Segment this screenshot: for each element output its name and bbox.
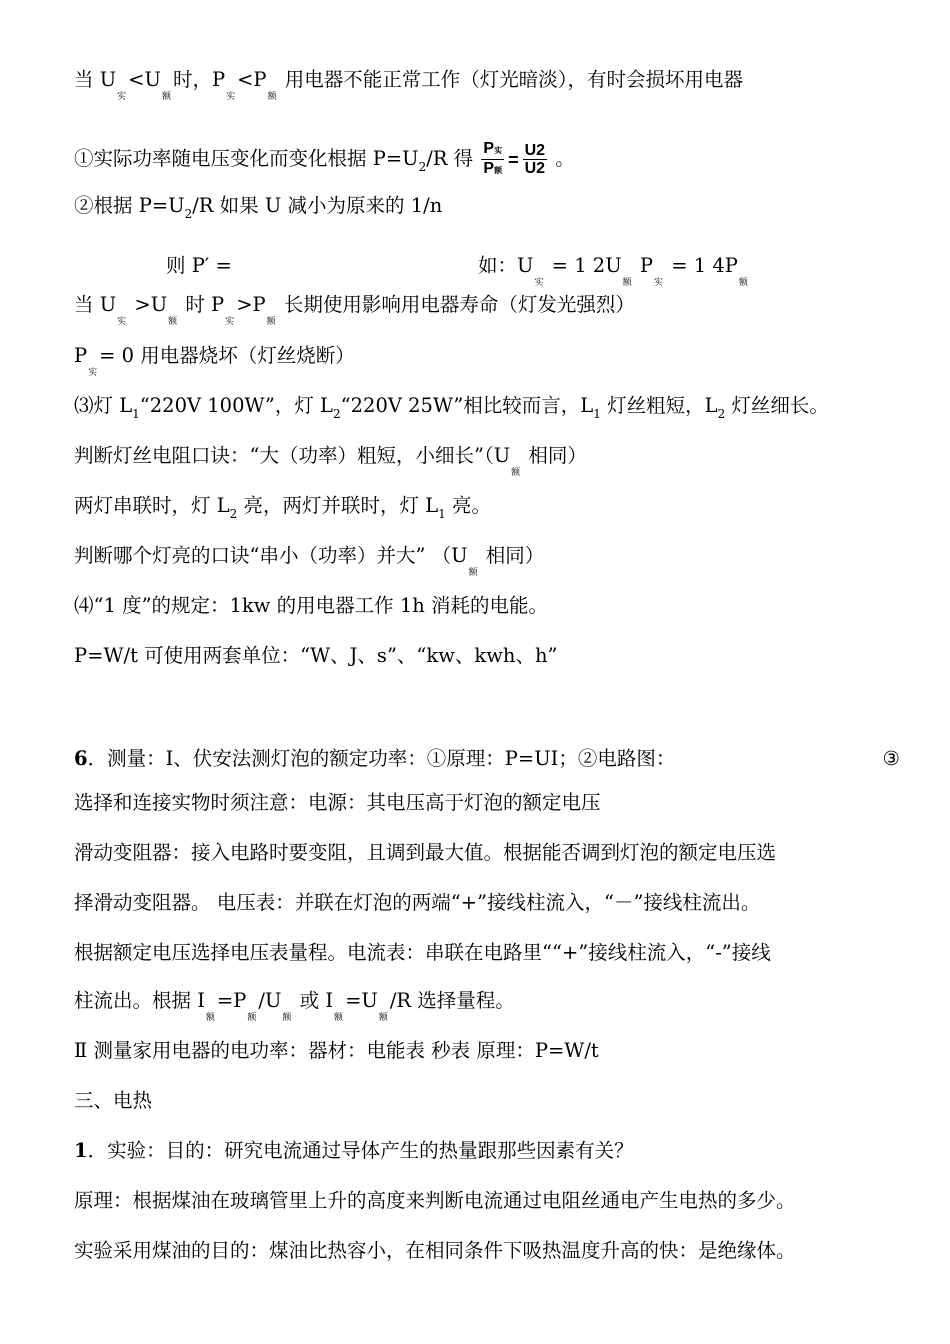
line-series-parallel xyxy=(74,493,884,519)
subscript: 额 xyxy=(511,468,521,478)
line-undervoltage xyxy=(74,67,884,102)
fraction-den-sub: 额 xyxy=(494,166,503,175)
text: 判断灯丝电阻口诀：“大（功率）粗短，小细长”（U xyxy=(74,444,511,467)
subscript: 1 xyxy=(132,407,140,421)
subscript: 额 xyxy=(334,1013,344,1023)
subscript: 实 xyxy=(117,317,127,327)
line-voltmeter xyxy=(74,890,884,916)
text: 选择和连接实物时须注意：电源：其电压高于灯泡的额定电压 xyxy=(74,791,601,814)
text: = 0 用电器烧坏（灯丝烧断） xyxy=(99,344,355,367)
text: ⑷“1 度”的规定：1kw 的用电器工作 1h 消耗的电能。 xyxy=(74,594,549,617)
text: ．测量：Ⅰ、伏安法测灯泡的额定功率：①原理：P=UI；②电路图： xyxy=(87,747,676,770)
text: 。 xyxy=(549,147,575,170)
subscript: 1 xyxy=(593,407,601,421)
text: 柱流出。根据 I xyxy=(74,989,205,1012)
text: 判断哪个灯亮的口诀“串小（功率）并大” （U xyxy=(74,544,468,567)
subscript: 实 xyxy=(117,92,127,102)
subscript: 实 xyxy=(534,278,544,288)
text: ③ xyxy=(882,747,900,770)
text: 择滑动变阻器。 电压表：并联在灯泡的两端“+”接线柱流入，“－”接线柱流出。 xyxy=(74,891,761,914)
text: 长期使用影响用电器寿命（灯发光强烈） xyxy=(277,293,635,316)
line-current-range xyxy=(74,988,884,1023)
text: 则 P′ = xyxy=(166,254,232,277)
fraction-voltage xyxy=(523,142,547,177)
line-resistance-rhyme xyxy=(74,443,884,478)
fraction-den: U2 xyxy=(524,160,546,177)
text: 用电器不能正常工作（灯光暗淡），有时会损坏用电器 xyxy=(278,68,744,91)
text: 灯丝细长。 xyxy=(725,394,829,417)
subscript: 额 xyxy=(622,278,632,288)
text: = 1 4P xyxy=(665,254,738,277)
text: P xyxy=(74,344,88,367)
fraction-den: P xyxy=(483,160,495,177)
text: “220V 100W”，灯 L xyxy=(139,394,334,417)
exponent: 2 xyxy=(418,160,427,174)
text: 三、电热 xyxy=(74,1089,153,1112)
fraction-num: P xyxy=(483,140,495,157)
subscript: 实 xyxy=(653,278,663,288)
subscript: 实 xyxy=(225,317,235,327)
line-burnout xyxy=(74,343,884,378)
text: = 1 2U xyxy=(545,254,622,277)
line-section-heat xyxy=(74,1088,884,1114)
text: /R 选择量程。 xyxy=(389,989,515,1012)
text: >U xyxy=(128,293,168,316)
text: 原理：根据煤油在玻璃管里上升的高度来判断电流通过电阻丝通电产生电热的多少。 xyxy=(74,1189,796,1212)
subscript: 1 xyxy=(438,507,446,521)
text: 亮，两灯并联时，灯 L xyxy=(237,494,439,517)
subscript: 额 xyxy=(468,568,478,578)
text: ②根据 P=U xyxy=(74,194,185,217)
text: 时 P xyxy=(179,293,225,316)
equals-sign: = xyxy=(508,149,519,170)
text: /R 如果 U 减小为原来的 1/n xyxy=(192,194,443,217)
line-kerosene xyxy=(74,1238,884,1264)
line-experiment xyxy=(74,1138,884,1164)
text: 根据额定电压选择电压表量程。电流表：串联在电路里““+”接线柱流入，“-”接线 xyxy=(74,941,771,964)
text: <U xyxy=(128,68,161,91)
text: 亮。 xyxy=(445,494,491,517)
subscript: 额 xyxy=(266,317,276,327)
line-measure-heading xyxy=(74,746,900,772)
text: 相同） xyxy=(479,544,545,567)
text: >P xyxy=(236,293,266,316)
line-voltage-reduce xyxy=(74,193,884,219)
subscript: 额 xyxy=(378,1013,388,1023)
line-ammeter xyxy=(74,940,884,966)
text: /R 得 xyxy=(426,147,474,170)
line-brightness-rhyme xyxy=(74,543,884,578)
subscript: 额 xyxy=(267,92,277,102)
line-principle xyxy=(74,1188,884,1214)
section-number: 1 xyxy=(74,1139,88,1162)
section-number: 6 xyxy=(74,747,88,770)
text: Ⅱ 测量家用电器的电功率：器材：电能表 秒表 原理：P=W/t xyxy=(74,1039,599,1062)
text: 或 I xyxy=(293,989,334,1012)
subscript: 额 xyxy=(282,1013,292,1023)
text: 实验采用煤油的目的：煤油比热容小，在相同条件下吸热温度升高的快：是绝缘体。 xyxy=(74,1239,796,1262)
fraction-num: U2 xyxy=(524,142,546,159)
text: ．实验：目的：研究电流通过导体产生的热量跟那些因素有关？ xyxy=(87,1139,634,1162)
line-household-measure xyxy=(74,1038,884,1064)
text: P xyxy=(633,254,653,277)
line-power-ratio xyxy=(74,140,884,179)
subscript: 实 xyxy=(88,368,98,378)
line-overvoltage xyxy=(74,292,884,327)
line-power-source xyxy=(74,790,884,816)
line-kwh-definition xyxy=(74,593,884,619)
text: 灯丝粗短，L xyxy=(600,394,718,417)
text: 当 U xyxy=(74,293,117,316)
subscript: 额 xyxy=(205,1013,215,1023)
fraction-num-sub: 实 xyxy=(494,146,503,155)
subscript: 实 xyxy=(226,92,236,102)
line-units xyxy=(74,643,884,669)
text: 时，P xyxy=(172,68,226,91)
fraction-power xyxy=(481,140,504,179)
text: 滑动变阻器：接入电路时要变阻，且调到最大值。根据能否调到灯泡的额定电压选 xyxy=(74,841,777,864)
subscript: 额 xyxy=(247,1013,257,1023)
text: 两灯串联时，灯 L xyxy=(74,494,230,517)
subscript: 2 xyxy=(333,407,341,421)
text: <P xyxy=(237,68,267,91)
exponent: 2 xyxy=(184,207,193,221)
line-rheostat xyxy=(74,840,884,866)
text: ⑶灯 L xyxy=(74,394,133,417)
text: =P xyxy=(216,989,247,1012)
text: =U xyxy=(345,989,378,1012)
text: P=W/t 可使用两套单位：“W、J、s”、“kw、kwh、h” xyxy=(74,644,558,667)
subscript: 2 xyxy=(717,407,726,421)
text: ①实际功率随电压变化而变化根据 P=U xyxy=(74,147,419,170)
text: 当 U xyxy=(74,68,117,91)
subscript: 2 xyxy=(229,507,238,521)
text: “220V 25W”相比较而言，L xyxy=(340,394,594,417)
line-lamps-compare xyxy=(74,393,884,419)
subscript: 额 xyxy=(161,92,171,102)
subscript: 额 xyxy=(168,317,178,327)
text: /U xyxy=(258,989,282,1012)
subscript: 额 xyxy=(738,278,748,288)
text: 如：U xyxy=(478,254,534,277)
text: 相同） xyxy=(522,444,587,467)
